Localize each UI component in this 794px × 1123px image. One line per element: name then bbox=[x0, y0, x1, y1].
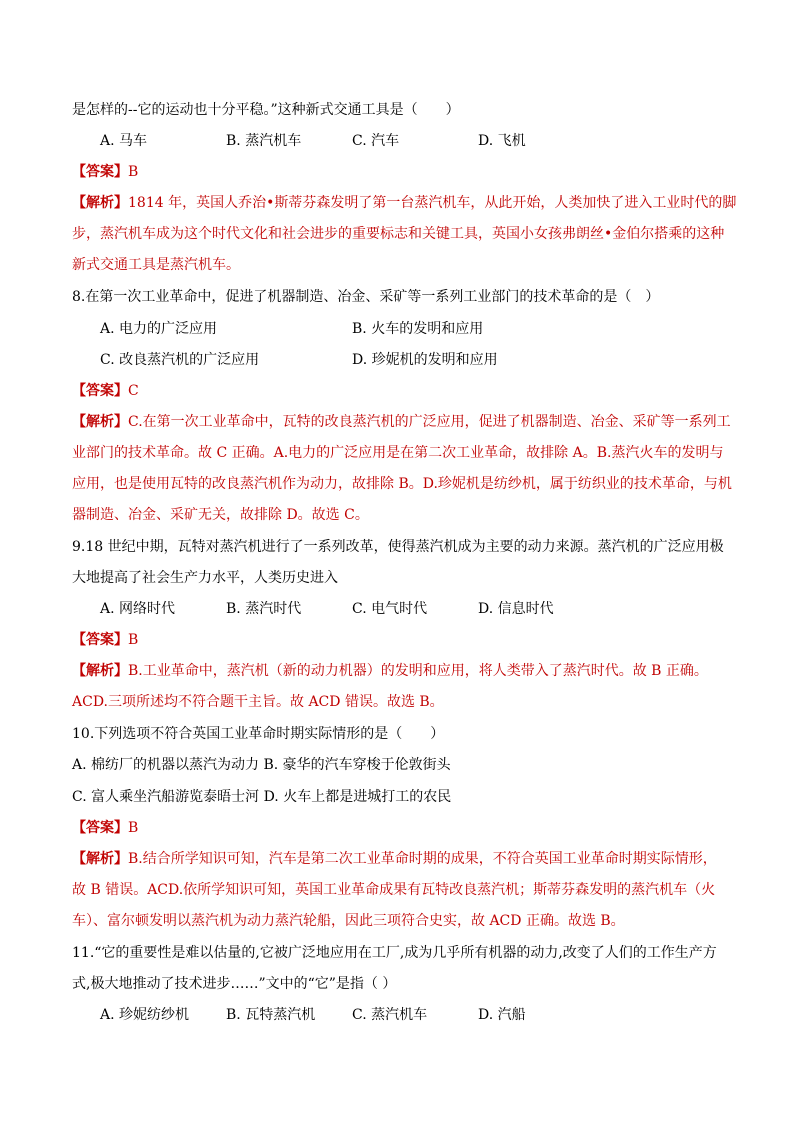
answer-tag: 【答案】 bbox=[72, 820, 128, 836]
q8-option-c: C. 改良蒸汽机的广泛应用 bbox=[100, 352, 260, 368]
answer-value: C bbox=[128, 383, 139, 399]
q7-options bbox=[0, 132, 794, 150]
q7-analysis-line-3: 新式交通工具是蒸汽机车。 bbox=[72, 257, 240, 273]
q9-option-b: B. 蒸汽时代 bbox=[226, 601, 302, 617]
analysis-text: 1814 年，英国人乔治•斯蒂芬森发明了第一台蒸汽机车，从此开始，人类加快了进入工业时代的脚 bbox=[128, 195, 737, 211]
q8-stem: 8.在第一次工业革命中，促进了机器制造、冶金、采矿等一系列工业部门的技术革命的是（ ） bbox=[72, 289, 660, 305]
q7-analysis-line-1 bbox=[72, 194, 737, 212]
q11-options bbox=[0, 1006, 794, 1024]
q7-stem: 是怎样的--它的运动也十分平稳。”这种新式交通工具是（ ） bbox=[72, 102, 460, 118]
q8-analysis-line-4: 器制造、冶金、采矿无关，故排除 D。故选 C。 bbox=[72, 507, 369, 523]
analysis-tag: 【解析】 bbox=[72, 851, 128, 867]
q11-option-c: C. 蒸汽机车 bbox=[352, 1007, 428, 1023]
answer-value: B bbox=[128, 632, 139, 648]
q9-stem-line-1: 9.18 世纪中期，瓦特对蒸汽机进行了一系列改革，使得蒸汽机成为主要的动力来源。蒸汽机的广泛应用极 bbox=[72, 539, 724, 555]
analysis-tag: 【解析】 bbox=[72, 414, 128, 430]
q10-analysis-line-1 bbox=[72, 850, 732, 868]
q8-option-a: A. 电力的广泛应用 bbox=[100, 321, 218, 337]
q10-analysis-line-3: 车）、富尔顿发明以蒸汽机为动力蒸汽轮船，因此三项符合史实，故 ACD 正确。故选 B。 bbox=[72, 913, 625, 929]
q9-options bbox=[0, 600, 794, 618]
q9-option-c: C. 电气时代 bbox=[352, 601, 428, 617]
q8-answer bbox=[72, 382, 732, 400]
q9-option-d: D. 信息时代 bbox=[478, 601, 554, 617]
q8-option-b: B. 火车的发明和应用 bbox=[352, 321, 484, 337]
q11-option-b: B. 瓦特蒸汽机 bbox=[226, 1007, 316, 1023]
answer-tag: 【答案】 bbox=[72, 632, 128, 648]
q7-option-c: C. 汽车 bbox=[352, 133, 400, 149]
q9-option-a: A. 网络时代 bbox=[100, 601, 176, 617]
analysis-text: B.结合所学知识可知，汽车是第二次工业革命时期的成果，不符合英国工业革命时期实际情形， bbox=[128, 851, 717, 867]
q8-analysis-line-3: 应用，也是使用瓦特的改良蒸汽机作为动力，故排除 B。D.珍妮机是纺纱机，属于纺织业的技术革命，与机 bbox=[72, 476, 732, 492]
q9-analysis-line-1 bbox=[72, 662, 732, 680]
q8-analysis-line-1 bbox=[72, 413, 732, 431]
q9-stem-line-2: 大地提高了社会生产力水平，人类历史进入 bbox=[72, 570, 338, 586]
q9-answer bbox=[72, 631, 732, 649]
q11-option-d: D. 汽船 bbox=[478, 1007, 526, 1023]
answer-value: B bbox=[128, 164, 139, 180]
q8-options-row-1 bbox=[0, 320, 794, 338]
q10-answer bbox=[72, 819, 732, 837]
q9-analysis-line-2: ACD.三项所述均不符合题干主旨。故 ACD 错误。故选 B。 bbox=[72, 694, 444, 710]
answer-value: B bbox=[128, 820, 139, 836]
answer-tag: 【答案】 bbox=[72, 383, 128, 399]
q8-analysis-line-2: 业部门的技术革命。故 C 正确。A.电力的广泛应用是在第二次工业革命，故排除 A。B.蒸汽火车的发明与 bbox=[72, 445, 724, 461]
q11-stem-line-1: 11.“它的重要性是难以估量的,它被广泛地应用在工厂,成为几乎所有机器的动力,改变了人们的工作生产方 bbox=[72, 945, 717, 961]
q8-option-d: D. 珍妮机的发明和应用 bbox=[352, 352, 498, 368]
q10-options-row-1: A. 棉纺厂的机器以蒸汽为动力 B. 豪华的汽车穿梭于伦敦街头 bbox=[72, 757, 451, 773]
q10-analysis-line-2: 故 B 错误。ACD.依所学知识可知，英国工业革命成果有瓦特改良蒸汽机；斯蒂芬森发明的蒸汽机车（火 bbox=[72, 882, 716, 898]
analysis-text: B.工业革命中，蒸汽机（新的动力机器）的发明和应用，将人类带入了蒸汽时代。故 B 正确。 bbox=[128, 663, 708, 679]
analysis-tag: 【解析】 bbox=[72, 663, 128, 679]
q8-options-row-2 bbox=[0, 351, 794, 369]
q10-stem: 10.下列选项不符合英国工业革命时期实际情形的是（ ） bbox=[72, 726, 445, 742]
analysis-text: C.在第一次工业革命中，瓦特的改良蒸汽机的广泛应用，促进了机器制造、冶金、采矿等一系列工 bbox=[128, 414, 731, 430]
q7-option-a: A. 马车 bbox=[100, 133, 148, 149]
q7-analysis-line-2: 步，蒸汽机车成为这个时代文化和社会进步的重要标志和关键工具，英国小女孩弗朗丝•金伯尔搭乘的这种 bbox=[72, 226, 725, 242]
analysis-tag: 【解析】 bbox=[72, 195, 128, 211]
q11-option-a: A. 珍妮纺纱机 bbox=[100, 1007, 190, 1023]
q11-stem-line-2: 式,极大地推动了技术进步……”文中的“它”是指（ ） bbox=[72, 976, 397, 992]
q7-option-b: B. 蒸汽机车 bbox=[226, 133, 302, 149]
q10-options-row-2: C. 富人乘坐汽船游览泰晤士河 D. 火车上都是进城打工的农民 bbox=[72, 789, 452, 805]
q7-option-d: D. 飞机 bbox=[478, 133, 526, 149]
answer-tag: 【答案】 bbox=[72, 164, 128, 180]
q7-answer bbox=[72, 163, 732, 181]
